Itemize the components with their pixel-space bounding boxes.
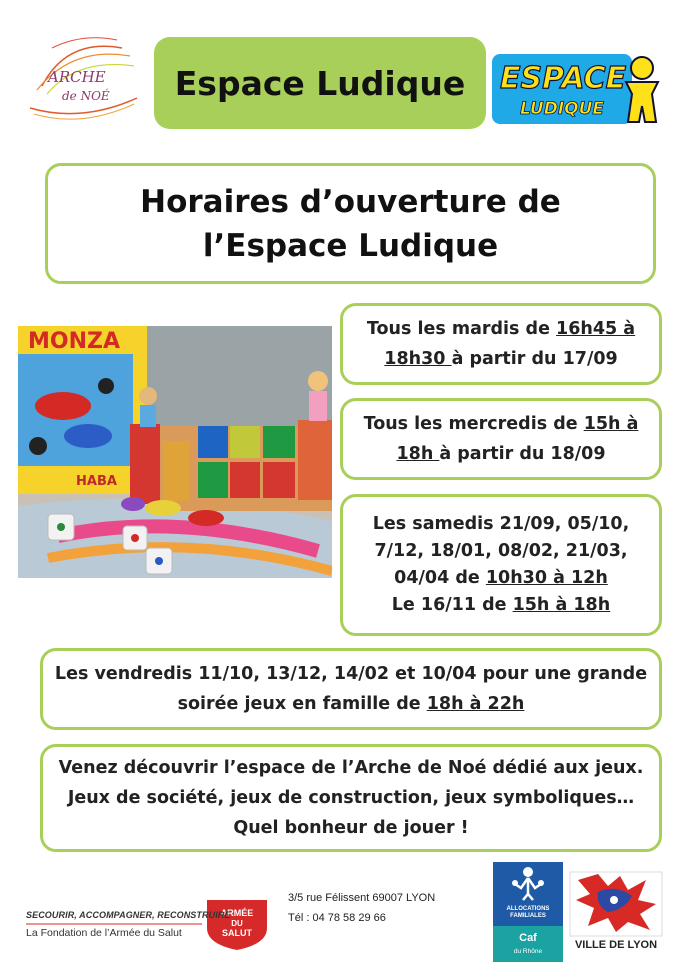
caf-label-line1: ALLOCATIONS <box>506 906 550 912</box>
schedule-friday <box>40 648 662 730</box>
tuesday-prefix: Tous les mardis de <box>366 319 557 339</box>
wednesday-suffix: à partir du 18/09 <box>439 444 606 464</box>
title-banner <box>154 37 486 129</box>
meeple-icon <box>626 57 658 122</box>
address-text: 3/5 rue Félissent 69007 LYON <box>288 892 436 904</box>
monza-box-icon <box>18 326 147 494</box>
phone-text: Tél : 04 78 58 29 66 <box>288 912 386 924</box>
caf-label <box>493 906 563 920</box>
friday-line2 <box>178 689 525 719</box>
saturday-line4 <box>392 592 610 619</box>
saturday-line2: 7/12, 18/01, 08/02, 21/03, <box>374 541 628 561</box>
board-games-photo <box>18 326 332 578</box>
schedule-tuesday <box>340 303 662 385</box>
hours-title-line2: l’Espace Ludique <box>202 227 499 264</box>
saturday-line4-prefix: Le 16/11 de <box>391 595 513 615</box>
hours-title-box <box>45 163 656 284</box>
salvation-foundation: La Fondation de l’Armée du Salut <box>26 927 182 939</box>
logo-espace-text: ESPACE <box>500 61 627 96</box>
tuesday-time1: 16h45 à <box>556 319 636 339</box>
salvation-badge-line1: ARMÉE <box>220 908 254 918</box>
ville-de-lyon-label: VILLE DE LYON <box>574 939 658 951</box>
wednesday-line2 <box>396 439 605 469</box>
salvation-shield-icon <box>207 900 267 950</box>
caf-region: du Rhône <box>513 948 543 955</box>
wednesday-time1: 15h à <box>583 414 639 434</box>
schedule-wednesday <box>340 398 662 480</box>
salvation-badge-line3: SALUT <box>222 928 252 938</box>
saturday-line3-time: 10h30 à 12h <box>485 568 608 588</box>
monza-label: MONZA <box>28 329 120 354</box>
friday-line1: Les vendredis 11/10, 13/12, 14/02 et 10/04 pour une grande <box>54 664 648 684</box>
invite-line1: Venez découvrir l’espace de l’Arche de Noé dédié aux jeux. <box>58 758 644 778</box>
salvation-badge-line2: DU <box>231 919 243 928</box>
tuesday-time2: 18h30 <box>384 349 452 369</box>
logo-noe-text: de NOÉ <box>62 89 110 103</box>
wednesday-time2: 18h <box>396 444 440 464</box>
haba-label: HABA <box>76 474 117 489</box>
invitation-box <box>40 744 662 852</box>
caf-family-icon <box>493 862 563 906</box>
friday-line2-time: 18h à 22h <box>426 694 525 714</box>
page-title: Espace Ludique <box>174 63 466 103</box>
saturday-line3-prefix: 04/04 de <box>394 568 486 588</box>
tuesday-line2 <box>384 344 617 374</box>
caf-logo <box>493 862 563 962</box>
tuesday-line1 <box>367 314 635 344</box>
salvation-army-logo <box>22 894 284 950</box>
schedule-saturday <box>340 494 662 636</box>
tuesday-suffix: à partir du 17/09 <box>451 349 618 369</box>
saturday-line3 <box>394 565 608 592</box>
logo-ludique-text: LUDIQUE <box>520 99 605 119</box>
logo-arche-text: ARCHE <box>48 68 106 86</box>
hours-title-line1: Horaires d’ouverture de <box>140 183 561 220</box>
friday-line2-prefix: soirée jeux en famille de <box>177 694 427 714</box>
saturday-line1: Les samedis 21/09, 05/10, <box>372 514 630 534</box>
caf-name: Caf <box>519 932 537 944</box>
invite-line2: Jeux de société, jeux de construction, jeux symboliques… <box>67 788 635 808</box>
caf-label-line2: FAMILIALES <box>510 913 546 919</box>
espace-ludique-logo <box>490 48 665 130</box>
wednesday-line1 <box>364 409 639 439</box>
saturday-line4-time: 15h à 18h <box>512 595 611 615</box>
salvation-slogan: SECOURIR, ACCOMPAGNER, RECONSTRUIRE <box>26 910 231 920</box>
invite-line3: Quel bonheur de jouer ! <box>233 818 469 838</box>
arche-de-noe-logo <box>22 28 142 123</box>
wednesday-prefix: Tous les mercredis de <box>363 414 584 434</box>
